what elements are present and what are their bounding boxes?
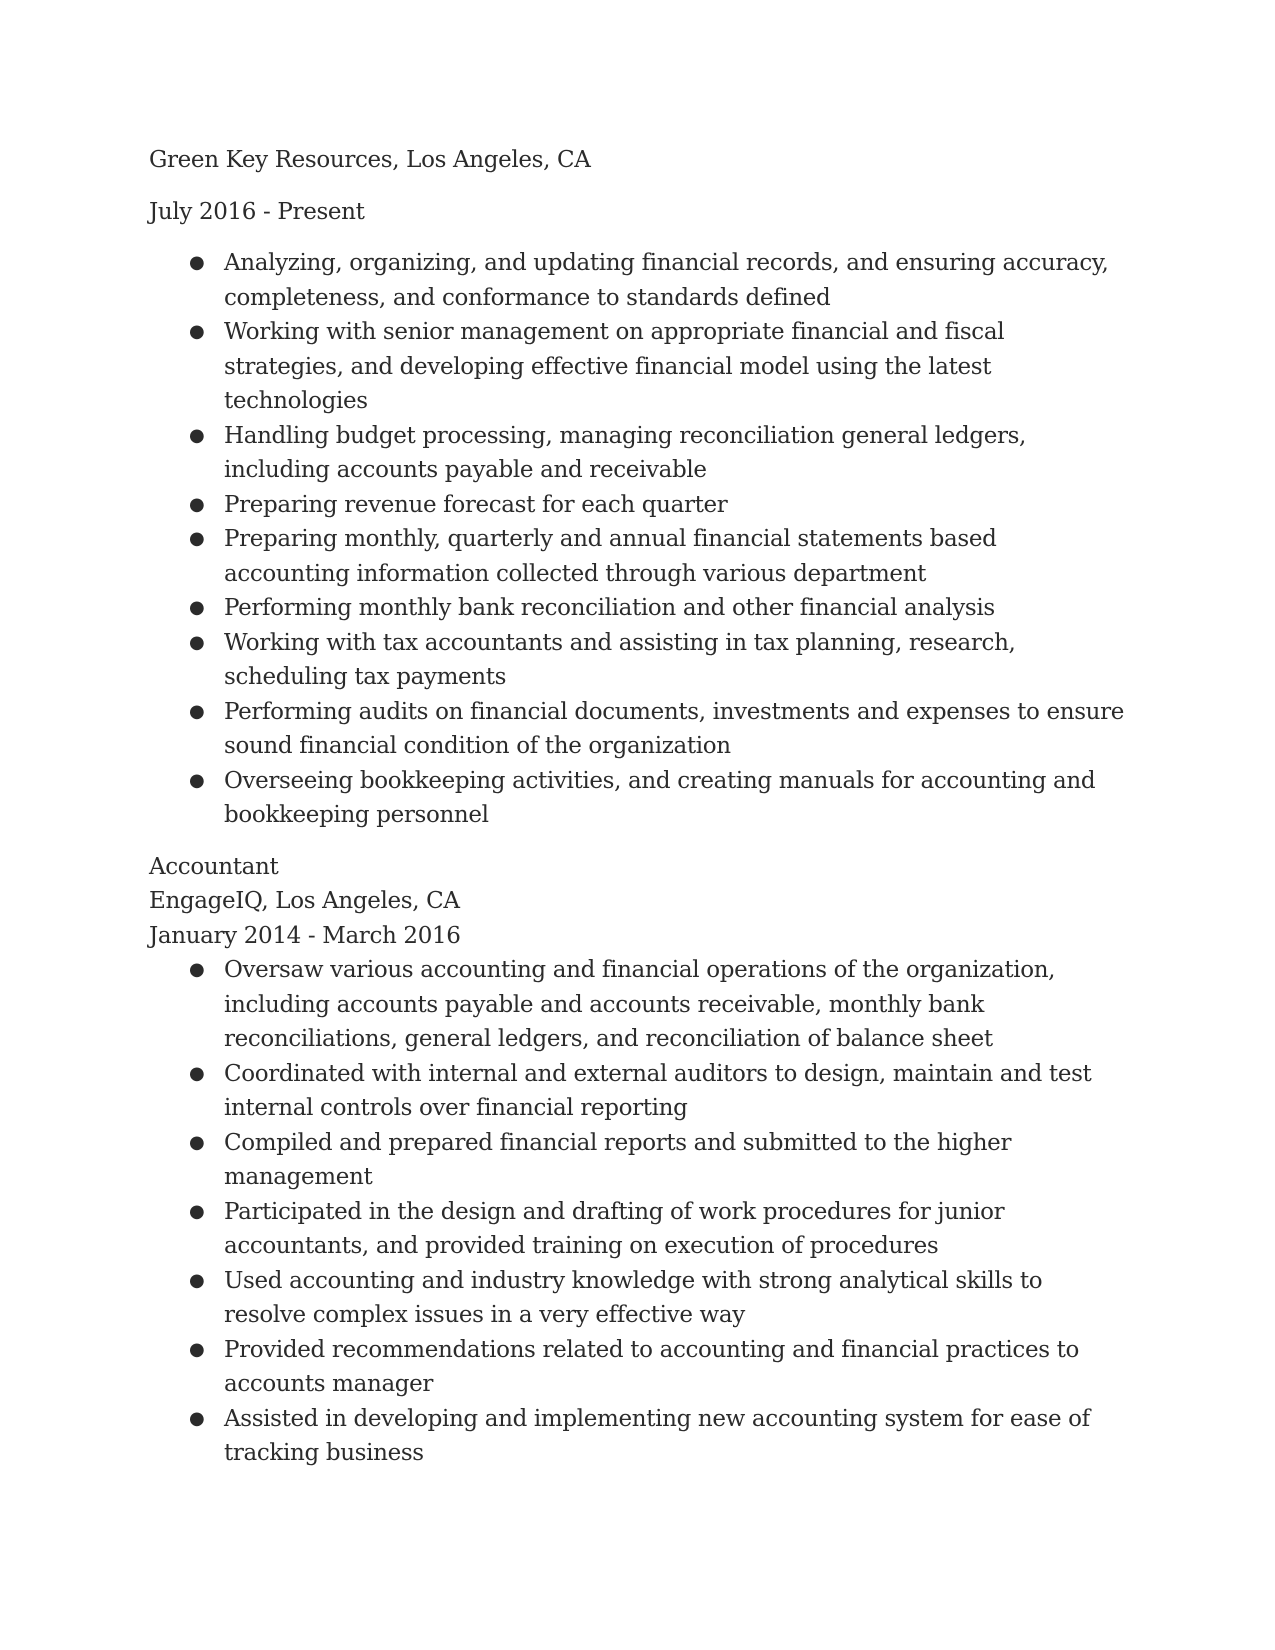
bullet-text: Oversaw various accounting and financial operations of the organization, including accounts payable and accounts receivable, monthly bank reconciliations, general ledgers, and reconciliation of balance sheet [224, 957, 1056, 1052]
bullet-text: Working with senior management on appropriate financial and fiscal strategies, and developing effective financial model using the latest technologies [224, 319, 1005, 414]
bullet-icon: ● [189, 1200, 205, 1222]
list-item [149, 1057, 1129, 1126]
bullet-icon: ● [189, 321, 205, 342]
job2-title: Accountant [149, 853, 279, 880]
bullet-icon: ● [189, 1407, 205, 1429]
bullet-icon: ● [189, 959, 205, 980]
list-item [149, 419, 1129, 488]
bullet-text: Assisted in developing and implementing new accounting system for ease of tracking business [224, 1405, 1090, 1466]
bullet-icon: ● [189, 769, 205, 791]
bullet-text: Working with tax accountants and assisting in tax planning, research, scheduling tax payments [224, 629, 1016, 690]
bullet-icon: ● [189, 493, 205, 515]
bullet-text: Preparing monthly, quarterly and annual financial statements based accounting information collected through various department [224, 526, 997, 587]
list-item [149, 1195, 1129, 1264]
bullet-icon: ● [189, 528, 205, 549]
bullet-icon: ● [189, 1338, 205, 1360]
list-item [149, 591, 1129, 626]
list-item [149, 764, 1129, 833]
bullet-icon: ● [189, 424, 205, 446]
job2-bullet-list [149, 953, 1129, 1471]
job1-bullet-list [149, 246, 1129, 833]
list-item [149, 246, 1129, 315]
list-item [149, 315, 1129, 419]
list-item [149, 1402, 1129, 1471]
bullet-text: Used accounting and industry knowledge with strong analytical skills to resolve complex issues in a very effective way [224, 1267, 1043, 1328]
list-item [149, 1333, 1129, 1402]
bullet-icon: ● [189, 631, 205, 653]
bullet-text: Handling budget processing, managing reconciliation general ledgers, including accounts payable and receivable [224, 422, 1027, 483]
list-item [149, 953, 1129, 1057]
bullet-text: Coordinated with internal and external auditors to design, maintain and test internal controls over financial reporting [224, 1060, 1092, 1121]
bullet-text: Performing audits on financial documents, investments and expenses to ensure sound financial condition of the organization [224, 698, 1125, 759]
bullet-icon: ● [189, 1062, 205, 1084]
bullet-icon: ● [189, 252, 205, 273]
job1-company: Green Key Resources, Los Angeles, CA [149, 147, 591, 173]
job2-company: EngageIQ, Los Angeles, CA [149, 888, 460, 914]
bullet-text: Participated in the design and drafting of work procedures for junior accountants, and provided training on execution of procedures [224, 1198, 1005, 1259]
bullet-icon: ● [189, 597, 205, 618]
list-item [149, 695, 1129, 764]
bullet-text: Overseeing bookkeeping activities, and creating manuals for accounting and bookkeeping personnel [224, 767, 1096, 828]
bullet-text: Compiled and prepared financial reports and submitted to the higher management [224, 1129, 1012, 1190]
bullet-icon: ● [189, 1269, 205, 1291]
list-item [149, 488, 1129, 523]
list-item [149, 1126, 1129, 1195]
job1-dates: July 2016 - Present [149, 198, 365, 225]
bullet-icon: ● [189, 700, 205, 722]
bullet-icon: ● [189, 1131, 205, 1153]
bullet-text: Analyzing, organizing, and updating financial records, and ensuring accuracy, completeness, and conformance to standards defined [224, 250, 1109, 311]
bullet-text: Preparing revenue forecast for each quarter [224, 491, 728, 518]
list-item [149, 1264, 1129, 1333]
bullet-text: Provided recommendations related to accounting and financial practices to accounts manager [224, 1336, 1080, 1397]
job2-dates: January 2014 - March 2016 [149, 922, 461, 949]
list-item [149, 522, 1129, 591]
resume-content [149, 143, 1129, 1471]
bullet-text: Performing monthly bank reconciliation and other financial analysis [224, 595, 995, 621]
list-item [149, 626, 1129, 695]
